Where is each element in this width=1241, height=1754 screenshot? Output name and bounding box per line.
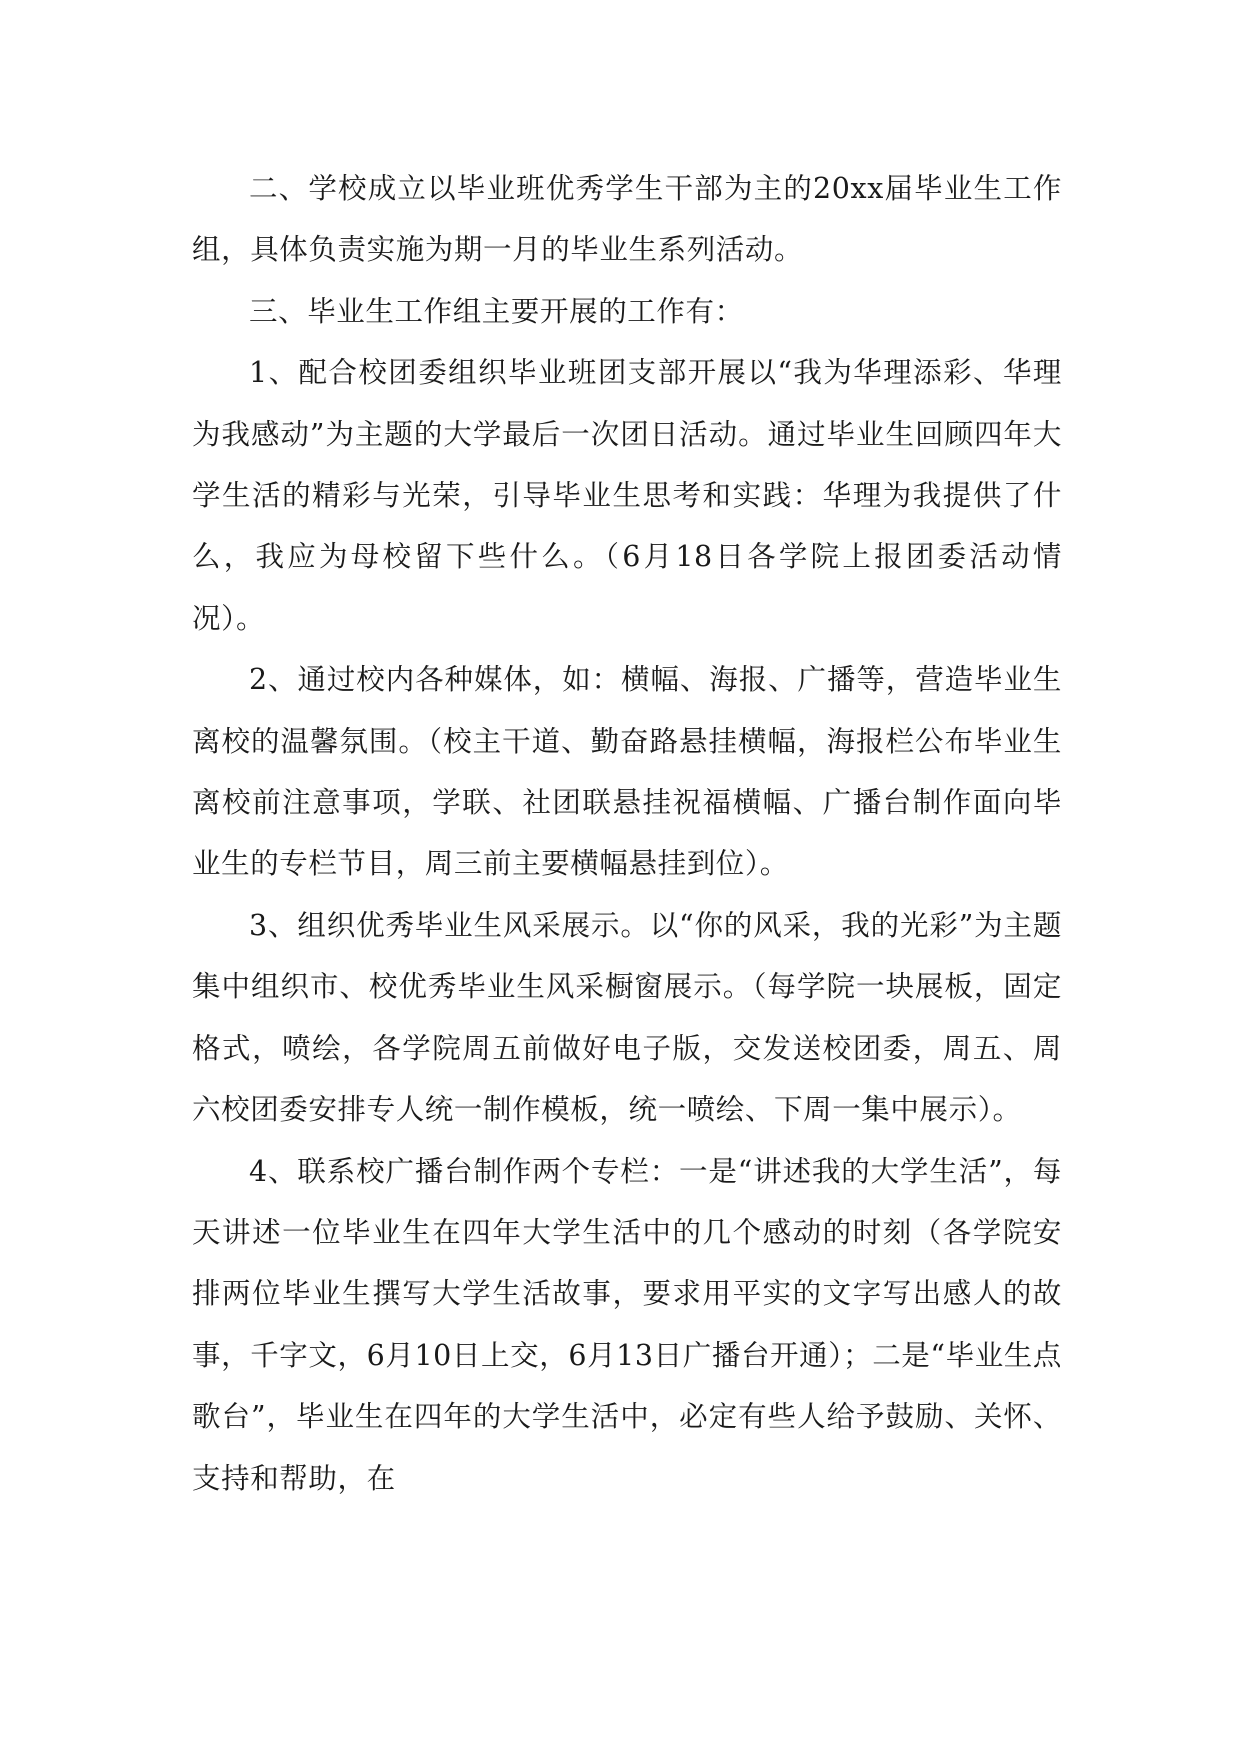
paragraph-graduate-work-group: 二、学校成立以毕业班优秀学生干部为主的20xx届毕业生工作组，具体负责实施为期一月的毕业生系列活动。 <box>192 172 1062 267</box>
paragraph-work-items-heading: 三、毕业生工作组主要开展的工作有： <box>249 294 744 328</box>
paragraph-item-4-radio: 4、联系校广播台制作两个专栏：一是“讲述我的大学生活”，每天讲述一位毕业生在四年大学生活中的几个感动的时刻（各学院安排两位毕业生撰写大学生活故事，要求用平实的文字写出感人的故事，千字文，6月10日上交，6月13日广播台开通）；二是“毕业生点歌台”，毕业生在四年的大学生活中，必定有些人给予鼓励、关怀、支持和帮助，在 <box>192 1154 1062 1495</box>
paragraph-item-3-showcase: 3、组织优秀毕业生风采展示。以“你的风采，我的光彩”为主题集中组织市、校优秀毕业生风采橱窗展示。（每学院一块展板，固定格式，喷绘，各学院周五前做好电子版，交发送校团委，周五、周六校团委安排专人统一制作模板，统一喷绘、下周一集中展示）。 <box>192 908 1062 1127</box>
paragraph-item-1-league-day: 1、配合校团委组织毕业班团支部开展以“我为华理添彩、华理为我感动”为主题的大学最后一次团日活动。通过毕业生回顾四年大学生活的精彩与光荣，引导毕业生思考和实践：华理为我提供了什么，我应为母校留下些什么。（6月18日各学院上报团委活动情况）。 <box>192 356 1062 635</box>
paragraph-item-2-media: 2、通过校内各种媒体，如：横幅、海报、广播等，营造毕业生离校的温馨氛围。（校主干道、勤奋路悬挂横幅，海报栏公布毕业生离校前注意事项，学联、社团联悬挂祝福横幅、广播台制作面向毕业生的专栏节目，周三前主要横幅悬挂到位）。 <box>192 663 1062 881</box>
document-body <box>192 158 1062 1509</box>
